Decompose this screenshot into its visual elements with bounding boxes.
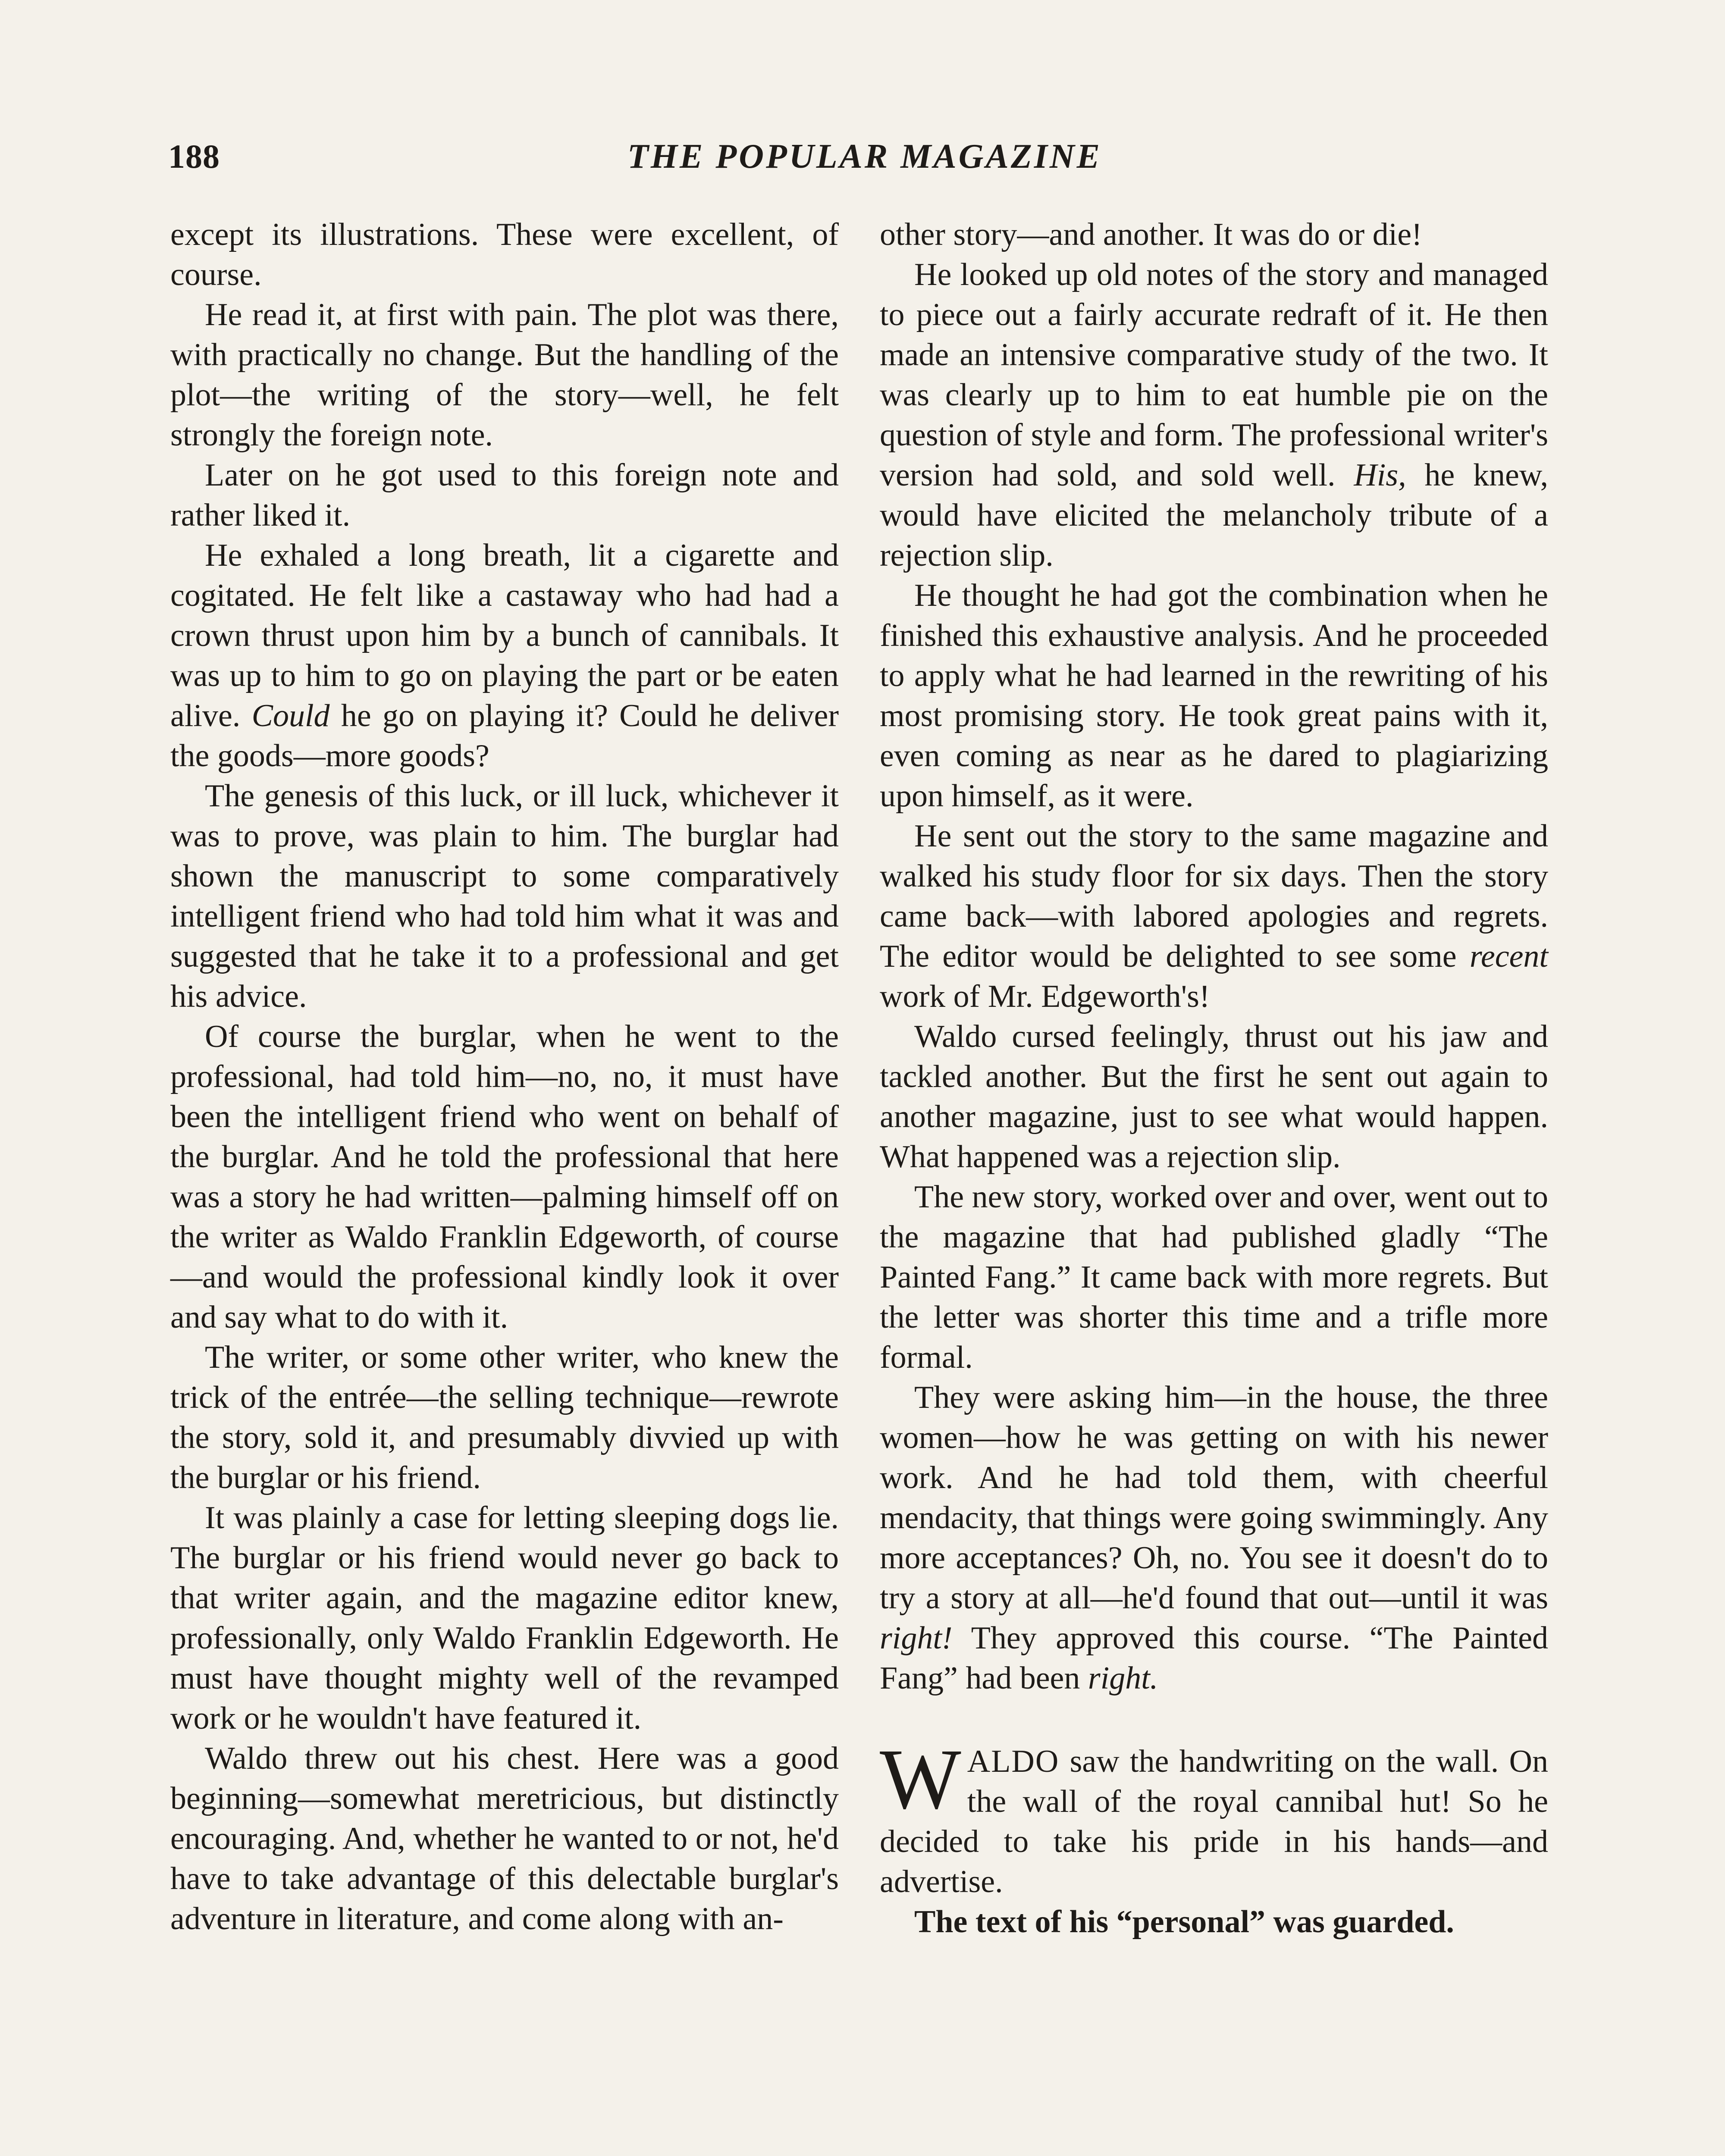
emphasis: right! xyxy=(880,1620,953,1656)
paragraph: He read it, at first with pain. The plot was there, with practically no change. But the handling of the plot—the writing of the story—well, he felt strongly the foreign note. xyxy=(170,297,839,453)
paragraph: The text of his “personal” was guarded. xyxy=(914,1904,1454,1940)
paragraph: He thought he had got the combination when he finished this exhaustive analysis. And he proceeded to apply what he had learned in the rewriting of his most promising story. He took great pains with it, even coming as near as he dared to plagiarizing upon himself, as it were. xyxy=(880,578,1548,814)
paragraph-text: work of Mr. Edgeworth's! xyxy=(880,979,1210,1014)
small-caps-lead: ALDO xyxy=(967,1744,1060,1779)
paragraph: The writer, or some other writer, who knew the trick of the entrée—the selling technique—rewrote the story, sold it, and presumably divvied up with the burglar or his friend. xyxy=(170,1340,839,1495)
paragraph: other story—and another. It was do or die! xyxy=(880,217,1422,252)
page-header xyxy=(168,137,1561,189)
paragraph: Later on he got used to this foreign note and rather liked it. xyxy=(170,458,839,533)
paragraph: The genesis of this luck, or ill luck, whichever it was to prove, was plain to him. The burglar had shown the manuscript to some comparatively intelligent friend who had told him what it was and suggested that he take it to a professional and get his advice. xyxy=(170,778,839,1014)
right-column xyxy=(880,215,1548,1942)
emphasis: His, xyxy=(1354,458,1406,493)
paragraph-text: He looked up old notes of the story and managed to piece out a fairly accurate redraft of it. He then made an intensive comparative study of the two. It was clearly up to him to eat humble pie on the question of style and form. The professional writer's version had sold, and sold well. xyxy=(880,257,1548,493)
emphasis: right. xyxy=(1088,1661,1158,1696)
paragraph: It was plainly a case for letting sleeping dogs lie. The burglar or his friend would never go back to that writer again, and the magazine editor knew, professionally, only Waldo Franklin Edgeworth. He must have thought mighty well of the revamped work or he wouldn't have featured it. xyxy=(170,1500,839,1736)
emphasis: recent xyxy=(1469,939,1548,974)
paragraph: Of course the burglar, when he went to the professional, had told him—no, no, it must have been the intelligent friend who went on behalf of the burglar. And he told the professional that here was a story he had written—palming himself off on the writer as Waldo Franklin Edgeworth, of course—and would the professional kindly look it over and say what to do with it. xyxy=(170,1019,839,1335)
paragraph-text: he knew, would have elicited the melancholy tribute of a rejection slip. xyxy=(880,458,1548,573)
paragraph-text: he go on playing it? Could he deliver the goods—more goods? xyxy=(170,698,839,774)
paragraph: except its illustrations. These were excellent, of course. xyxy=(170,217,839,292)
paragraph-text: They approved this course. “The Painted Fang” had been xyxy=(880,1620,1548,1696)
section-opening-paragraph xyxy=(880,1732,1548,1902)
paragraph xyxy=(170,536,839,776)
paragraph xyxy=(880,1378,1548,1698)
paragraph: Waldo threw out his chest. Here was a good beginning—somewhat meretricious, but distinctly encouraging. And, whether he wanted to or not, he'd have to take advantage of this delectable burglar's adventure in literature, and come along with an- xyxy=(170,1741,839,1937)
page-number: 188 xyxy=(168,138,220,175)
paragraph xyxy=(880,816,1548,1017)
running-title: THE POPULAR MAGAZINE xyxy=(627,138,1102,175)
paragraph: The new story, worked over and over, went out to the magazine that had published gladly “The Painted Fang.” It came back with more regrets. But the letter was shorter this time and a trifle more formal. xyxy=(880,1179,1548,1375)
paragraph-text: He sent out the story to the same magazine and walked his study floor for six days. Then the story came back—with labored apologies and regrets. The editor would be delighted to see some xyxy=(880,818,1548,974)
paragraph xyxy=(880,255,1548,576)
paragraph-text: He exhaled a long breath, lit a cigarette and cogitated. He felt like a castaway who had had a crown thrust upon him by a bunch of cannibals. It was up to him to go on playing the part or be eaten alive. xyxy=(170,538,839,733)
paragraph-text: They were asking him—in the house, the three women—how he was getting on with his newer work. And he had told them, with cheerful mendacity, that things were going swimmingly. Any more acceptances? Oh, no. You see it doesn't do to try a story at all—he'd found that out—until it was xyxy=(880,1380,1548,1616)
left-column xyxy=(170,215,839,1939)
drop-cap: W xyxy=(880,1732,961,1827)
paragraph-text: saw the handwriting on the wall. On the wall of the royal cannibal hut! So he decided to take his pride in his hands—and advertise. xyxy=(880,1744,1548,1899)
emphasis: Could xyxy=(251,698,330,733)
paragraph: Waldo cursed feelingly, thrust out his jaw and tackled another. But the first he sent out again to another magazine, just to see what would happen. What happened was a rejection slip. xyxy=(880,1019,1548,1175)
